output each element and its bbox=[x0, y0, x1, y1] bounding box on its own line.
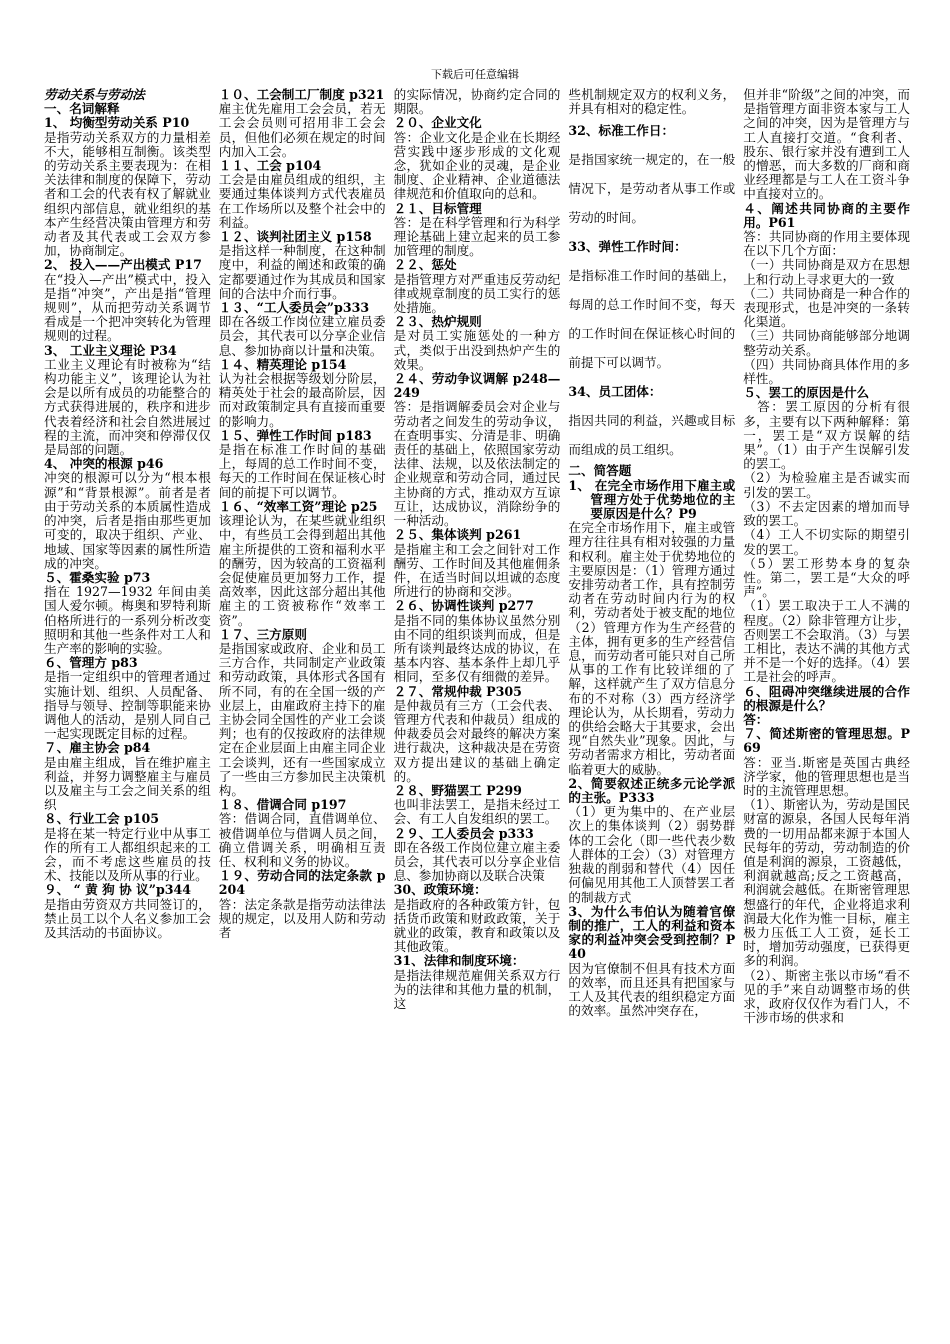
section-heading: １４、精英理论 p154 bbox=[218, 356, 347, 372]
section-heading: １５、弹性工作时间 p183 bbox=[218, 427, 372, 443]
section-heading: 31、法律和制度环境： bbox=[393, 953, 525, 969]
column-4 bbox=[568, 88, 735, 1314]
section-heading: ７、简述斯密的管理思想。P69 bbox=[743, 726, 910, 756]
paragraph: 是将在某一特定行业中从事工作的所有工人都组织起来的工会，而不考虑这些雇员的技术、技能以及所从事的行业。 bbox=[44, 825, 211, 884]
section-heading: 二、简答题 bbox=[568, 463, 632, 479]
section-heading: ９、 “ 黄 狗 协 议”p344 bbox=[44, 882, 192, 898]
section-heading: １７、三方原则 bbox=[218, 626, 307, 642]
section-heading: １３、“工人委员会”p333 bbox=[218, 300, 370, 316]
paragraph: 答：亚当.斯密是英国古典经济学家，他的管理思想也是当时的主流管理思想。 bbox=[743, 754, 910, 798]
paragraph: 指在 1927—1932 年间由美国人爱尔顿。梅奥和罗特利斯伯格所进行的一系列分析改变照明和其他一些条件对工人和生产率的影响的实验。 bbox=[44, 584, 211, 656]
section-heading: 30、政策环境： bbox=[393, 882, 487, 898]
paragraph: （2）、斯密主张以市场“看不见的手”来自动调整市场的供求，政府仅仅作为看门人，不干涉市场的供求和 bbox=[743, 967, 910, 1026]
section-heading: ２７、常规仲裁 P305 bbox=[393, 683, 522, 699]
section-heading: ４、阐述共同协商的主要作用。P61 bbox=[743, 200, 910, 230]
paragraph: 指因共同的利益，兴趣或目标而组成的员工组织。 bbox=[568, 413, 736, 458]
section-heading: ２０、企业文化 bbox=[393, 115, 482, 131]
paragraph: 雇主优先雇用工会会员，若无工会会员则可招用非工会会员，但他们必须在规定的时间内加入工会。 bbox=[218, 101, 386, 159]
paragraph: （四）共同协商具体作用的多样性。 bbox=[743, 356, 910, 387]
paragraph: 也叫非法罢工，是指未经过工会、有工人自发组织的罢工。 bbox=[393, 797, 561, 827]
paragraph: 是仲裁员有三方（工会代表、管理方代表和仲裁员）组成的仲裁委员会对最终的解决方案进行裁决，这种裁决是在劳资双方提出建议的基础上确定的。 bbox=[393, 697, 561, 784]
paragraph: （3）不去定因素的增加而导致的罢工。 bbox=[743, 498, 910, 529]
column-5 bbox=[743, 88, 910, 1314]
paragraph: 答：法定条款是指劳动法律法规的规定，以及用人防和劳动者 bbox=[218, 896, 386, 940]
paragraph: 答：企业文化是企业在长期经营实践中逐步形成的文化观念，犹如企业的灵魂，是企业制度、企业精神、企业道德法律规范和价值取向的总和。 bbox=[393, 129, 561, 202]
paragraph: 是指国家统一规定的，在一般情况下，是劳动者从事工作或劳动的时间。 bbox=[568, 152, 736, 226]
section-heading: 3、为什么韦伯认为随着官僚制的推广，工人的利益和资本家的利益冲突会受到控制？P40 bbox=[568, 903, 736, 962]
paragraph: 答：是指调解委员会对企业与劳动者之间发生的劳动争议，在查明事实、分清是非、明确责任的基础上，依照国家劳动法律、法规，以及依法制定的企业规章和劳动合同，通过民主协商的方式，推动双方互谅互让，达成协议，消除纷争的一种活动。 bbox=[393, 399, 561, 529]
paragraph: 是指法律规范雇佣关系双方行为的法律和其他力量的机制，这 bbox=[393, 967, 561, 1011]
paragraph: 些机制规定双方的权利义务，并具有相对的稳定性。 bbox=[568, 88, 736, 117]
paragraph: （5）罢工形势本身的复杂性。第二，罢工是“大众的呼声”。 bbox=[743, 555, 910, 600]
column-2 bbox=[219, 88, 386, 1314]
section-heading: ７、雇主协会 p84 bbox=[44, 740, 151, 756]
section-heading: 1、 在完全市场作用下雇主或管理方处于优势地位的主要原因是什么？P9 bbox=[568, 477, 736, 522]
section-heading: ２３、热炉规则 bbox=[393, 314, 482, 330]
paragraph: 工业主义理论有时被称为“结构功能主义”，该理论认为社会是以所有成员的功能整合的方式获得进展的，秩序和进步代表着经济和社会自然进展过程的主流，而冲突和停滞仅仅是局部的问题。 bbox=[44, 356, 211, 458]
paragraph: （二）共同协商是一种合作的表现形式，也是冲突的一条转化渠道。 bbox=[743, 285, 910, 330]
paragraph: 冲突的根源可以分为“根本根源”和“背景根源”。前者是者由于劳动关系的本质属性造成的冲突，后者是指由那些更加可变的，取决于组织、产业、地域、国家等因素的属性所造成的冲突。 bbox=[44, 470, 211, 571]
section-heading: １０、工会制工厂制度 p321 bbox=[218, 88, 385, 102]
section-heading: 1、 均衡型劳动关系 P10 bbox=[44, 115, 190, 131]
section-heading: ５、罢工的原因是什么 bbox=[743, 385, 870, 401]
section-heading: ２４、劳动争议调解 p248—249 bbox=[393, 371, 561, 401]
paragraph: （4）工人不切实际的期望引发的罢工。 bbox=[743, 527, 910, 557]
paragraph: （1）罢工取决于工人不满的程度。（2）除非管理方让步，否则罢工不会取消。（3）与罢工相比，表达不满的其他方式并不是一个好的选择。（4）罢工是社会的呼声。 bbox=[743, 598, 910, 685]
section-heading: 32、标准工作日： bbox=[568, 123, 675, 139]
paragraph: 是指管理方对严重违反劳动纪律或规章制度的员工实行的惩处措施。 bbox=[393, 271, 561, 316]
section-heading: １９、劳动合同的法定条款 p204 bbox=[218, 868, 386, 898]
section-heading: 一、名词解释 bbox=[44, 101, 120, 117]
paragraph: 该理论认为，在某些就业组织中，有些员工会得到超出其他雇主所提供的工资和福利水平的酬劳，因为较高的工资福利会促使雇员更加努力工作，提高效率，因此这部分超出其他雇主的工资被称作“效率工资”。 bbox=[218, 513, 386, 628]
section-heading: ６、管理方 p83 bbox=[44, 655, 138, 671]
paragraph: 是指标准工作时间的基础上，每周的总工作时间不变，每天的工作时间在保证核心时间的前提下可以调节。 bbox=[568, 268, 736, 371]
section-heading: 4、 冲突的根源 p46 bbox=[44, 456, 164, 472]
paragraph: 的实际情况，协商约定合同的期限。 bbox=[393, 88, 561, 117]
section-heading: ２８、野猫罢工 P299 bbox=[393, 782, 522, 798]
section-heading: ６、阻碍冲突继续进展的合作的根源是什么？ bbox=[743, 683, 910, 713]
section-heading: 劳动关系与劳动法 bbox=[44, 88, 145, 102]
paragraph: 即在各级工作岗位建立雇员委员会，其代表可以分享企业信息、参加协商以计量和决策。 bbox=[218, 314, 386, 358]
paragraph: 是指政府的各种政策方针，包括货币政策和财政政策，关于就业的政策，教育和政策以及其他政策。 bbox=[393, 896, 561, 955]
paragraph: （一）共同协商是双方在思想上和行动上寻求更大的一致 bbox=[743, 257, 910, 287]
paragraph: 是指在标准工作时间的基础上，每周的总工作时间不变，每天的工作时间在保证核心时间的前提下可以调节。 bbox=[218, 442, 386, 500]
paragraph: 答：借调合同，直借调单位、被借调单位与借调人员之间，确立借调关系，明确相互责任、权利和义务的协议。 bbox=[218, 811, 386, 869]
section-heading: １８、借调合同 p197 bbox=[218, 797, 347, 813]
section-heading: 2、简要叙述正统多元论学派的主张。P333 bbox=[568, 775, 736, 806]
section-heading: ２１、目标管理 bbox=[393, 200, 482, 216]
section-heading: １６、“效率工资”理论 p25 bbox=[218, 498, 378, 514]
section-heading: １２、谈判社团主义 p158 bbox=[218, 229, 372, 245]
paragraph: 是对员工实施惩处的一种方式，类似于出没到热炉产生的效果。 bbox=[393, 328, 561, 372]
paragraph: 因为官僚制不但具有技术方面的效率，而且还具有把国家与工人及其代表的组织稳定方面的效率。虽然冲突存在， bbox=[568, 960, 736, 1019]
section-heading: ８、行业工会 p105 bbox=[44, 811, 160, 827]
paragraph: 但并非“阶级”之间的冲突，而是指管理方面非资本家与工人之间的冲突，因为是管理方与工人直接打交道。“食利者、股东、银行家并没有遭到工人的憎恶，而大多数的厂商和商业经理都是与工人在工资斗争中直接对立的。 bbox=[743, 88, 910, 202]
section-heading: ２５、集体谈判 p261 bbox=[393, 527, 522, 543]
section-heading: 34、员工团体： bbox=[568, 384, 662, 400]
section-heading: 33、弹性工作时间： bbox=[568, 239, 687, 255]
section-heading: 3、 工业主义理论 P34 bbox=[44, 342, 177, 358]
paragraph: 是指雇主和工会之间针对工作酬劳、工作时间及其他雇佣条件，在适当时间以坦诚的态度所进行的协商和交涉。 bbox=[393, 541, 561, 600]
paragraph: （1）更为集中的、在产业层次上的集体谈判（2）弱势群体的工会化（即一些代表少数人群体的工会）（3）对管理方独裁的削弱和替代（4）因任何偏见用其他工人顶替罢工者的制裁方式 bbox=[568, 804, 736, 905]
section-heading: ５、霍桑实验 p73 bbox=[44, 569, 151, 585]
paragraph: 是指不同的集体协议虽然分别由不同的组织谈判而成，但是所有谈判最终达成的协议，在基本内容、基本条件上却几乎相同，至多仅有细微的差异。 bbox=[393, 612, 561, 685]
section-heading: 答： bbox=[743, 711, 769, 727]
paragraph: 是指由劳资双方共同签订的，禁止员工以个人名义参加工会及其活动的书面协议。 bbox=[44, 896, 211, 940]
text-columns bbox=[44, 88, 910, 1314]
paragraph: 是由雇主组成，旨在维护雇主利益，并努力调整雇主与雇员以及雇主与工会之间关系的组织 bbox=[44, 754, 211, 813]
paragraph: 是指国家或政府、企业和员工三方合作，共同制定产业政策和劳动政策，具体形式各国有所不同，有的在全国一级的产业层上，由雇政府主持下的雇主协会同全国性的产业工会谈判；也有的仅按政府的法律规定在企业层面上由雇主同企业工会谈判，还有一些国家成立了一些由三方参加民主决策机构。 bbox=[218, 640, 386, 798]
paragraph: 答：罢工原因的分析有很多，主要有以下两种解释：第一，罢工是“双方误解的结果”。（1）由于产生误解引发的罢工。 bbox=[743, 399, 910, 472]
section-heading: ２２、惩处 bbox=[393, 257, 457, 273]
section-heading: ２６、协调性谈判 p277 bbox=[393, 598, 534, 614]
paragraph: 是指劳动关系双方的力量相差不大，能够相互制衡。该类型的劳动关系主要表现为：在相关法律和制度的保障下，劳动者和工会的代表有权了解就业组织内部信息，就业组织的基本产生经营决策由管理方和劳动者及其代表或工会双方参加，协商制定。 bbox=[44, 129, 211, 259]
paragraph: 工会是由雇员组成的组织，主要通过集体谈判方式代表雇员在工作场所以及整个社会中的利益。 bbox=[218, 172, 386, 230]
paragraph: 在完全市场作用下，雇主或管理方往往具有相对较强的力量和权利。雇主处于优势地位的主要原因是：（1）管理方通过安排劳动者工作，具有控制劳动者在劳动时间内行为的权利，劳动者处于被支配的地位（2）管理方作为生产经营的主体，拥有更多的生产经营信息，而劳动者可能只对自己所从事的工作有比较详细的了解，这样就产生了双方信息分布的不对称（3）西方经济学理论认为，从长期看，劳动力的供给会略大于其要求，会出现“自然失业”现象。因此，与劳动者需求方相比，劳动者面临着更大的威胁。 bbox=[568, 520, 736, 777]
paragraph: 在“投入—产出”模式中，投入是指“冲突”，产出是指“管理规则”，从而把劳动关系调节看成是一个把冲突转化为管理规则的过程。 bbox=[44, 271, 211, 344]
paragraph: 即在各级工作岗位建立雇主委员会，其代表可以分享企业信息、参加协商以及联合决策 bbox=[393, 839, 561, 884]
paragraph: 是指这样一种制度，在这种制度中，利益的阐述和政策的确定都要通过作为其成员和国家间的合法中介而行事。 bbox=[218, 243, 386, 301]
column-1 bbox=[44, 88, 211, 1314]
section-heading: 2、 投入——产出模式 P17 bbox=[44, 257, 202, 273]
paragraph: （1）、斯密认为，劳动是国民财富的源泉，各国人民每年消费的一切用品都来源于本国人民每年的劳动，劳动制造的价值是利润的源泉，工资越低，利润就越高;反之工资越高，利润就会越低。在斯密管理思想盛行的年代，企业将追求利润最大化作为惟一目标，雇主极力压低工人工资，延长工时，增加劳动强度，已获得更多的利润。 bbox=[743, 797, 910, 969]
paragraph: （三）共同协商能够部分地调整劳动关系。 bbox=[743, 328, 910, 358]
column-3 bbox=[394, 88, 561, 1314]
section-heading: １１、工会 p104 bbox=[218, 158, 322, 174]
paragraph: 答：是在科学管理和行为科学理论基础上建立起来的员工参加管理的制度。 bbox=[393, 214, 561, 259]
section-heading: ２９、工人委员会 p333 bbox=[393, 825, 534, 841]
paragraph: 认为社会根据等级划分阶层，精英处于社会的最高阶层，因而对政策制定具有直接而重要的影响力。 bbox=[218, 371, 386, 429]
paragraph: 答：共同协商的作用主要体现在以下几个方面： bbox=[743, 229, 910, 259]
page-header: 下载后可任意编辑 bbox=[431, 68, 519, 81]
paragraph: 是指一定组织中的管理者通过实施计划、组织、人员配备、指导与领导、控制等职能来协调他人的活动，是别人同自己一起实现既定目标的过程。 bbox=[44, 669, 211, 742]
paragraph: （2）为检验雇主是否诚实而引发的罢工。 bbox=[743, 470, 910, 500]
